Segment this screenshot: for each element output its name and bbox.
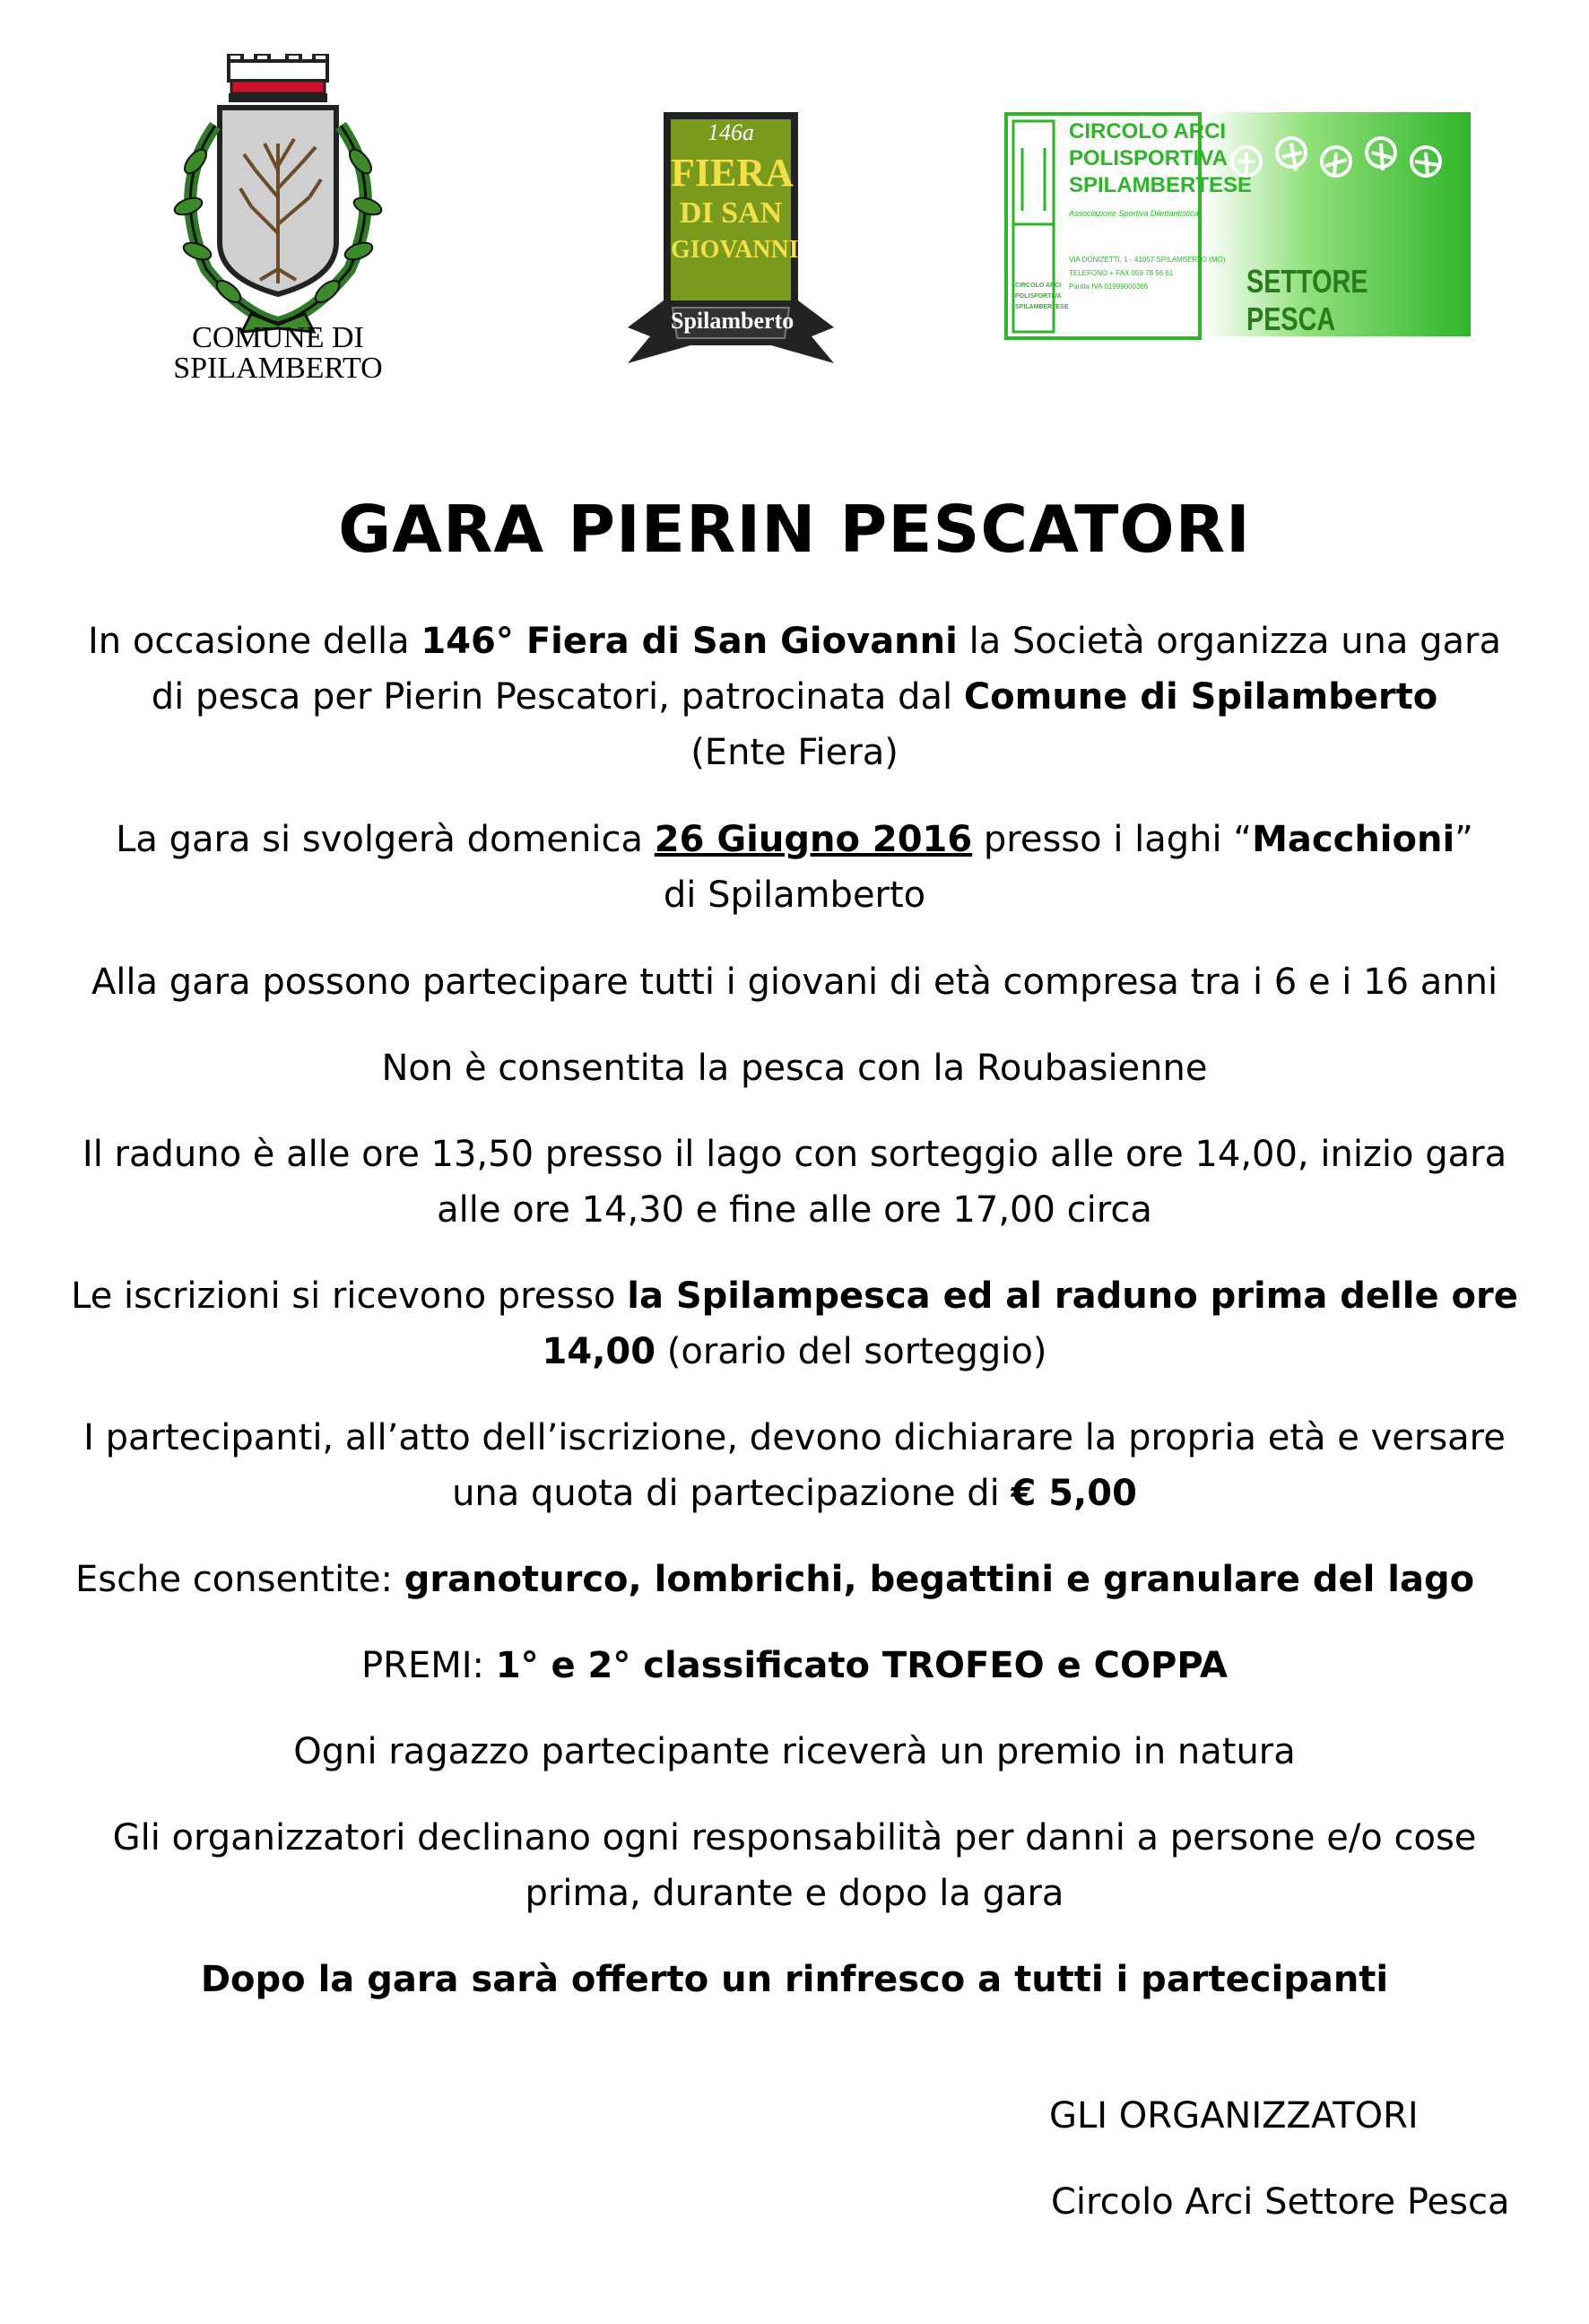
arci-side1: CIRCOLO ARCI <box>1015 283 1062 289</box>
fiera-line3: GIOVANNI <box>671 236 799 264</box>
signature-line2: Circolo Arci Settore Pesca <box>1051 2181 1510 2223</box>
signature-line1: GLI ORGANIZZATORI <box>1049 2095 1419 2137</box>
p2-line1: La gara si svolgerà domenica 26 Giugno 2016 presso i laghi “Macchioni” <box>116 819 1473 860</box>
fiera-line2: DI SAN <box>679 196 783 230</box>
fiera-logo <box>628 103 834 372</box>
arci-addr2: TELEFONO + FAX 059 78 56 61 <box>1069 269 1174 277</box>
arci-addr3: Partita IVA 01999000365 <box>1069 283 1149 291</box>
fiera-ribbon-text: Spilamberto <box>671 308 794 334</box>
p6-line2: 14,00 (orario del sorteggio) <box>542 1331 1047 1372</box>
p8: Esche consentite: granoturco, lombrichi, begattini e granulare del lago <box>75 1559 1475 1600</box>
p7-line1: I partecipanti, all’atto dell’iscrizione, devono dichiarare la propria età e versare <box>83 1417 1506 1458</box>
arci-name1: CIRCOLO ARCI <box>1069 119 1227 144</box>
p12: Dopo la gara sarà offerto un rinfresco a tutti i partecipanti <box>200 1959 1389 2000</box>
arci-side3: SPILAMBERTESE <box>1015 304 1069 310</box>
p2-line2: di Spilamberto <box>663 875 926 916</box>
coat-of-arms-icon <box>143 54 412 341</box>
fiera-number: 146a <box>708 119 754 145</box>
arci-name3: SPILAMBERTESE <box>1069 173 1253 197</box>
page-title: GARA PIERIN PESCATORI <box>338 492 1251 567</box>
p1-line3: (Ente Fiera) <box>690 732 899 773</box>
sport-figures-icon <box>1229 126 1462 206</box>
arci-name2: POLISPORTIVA <box>1069 146 1228 170</box>
p6-line1: Le iscrizioni si ricevono presso la Spilampesca ed al raduno prima delle ore <box>71 1275 1518 1317</box>
p4: Non è consentita la pesca con la Roubasienne <box>381 1048 1208 1089</box>
comune-caption-line2: SPILAMBERTO <box>173 352 383 385</box>
p1-line1: In occasione della 146° Fiera di San Giovanni la Società organizza una gara <box>88 621 1501 662</box>
comune-logo <box>143 54 412 395</box>
p5-line2: alle ore 14,30 e fine alle ore 17,00 circa <box>437 1189 1152 1231</box>
p1-line2: di pesca per Pierin Pescatori, patrocinata dal Comune di Spilamberto <box>151 676 1438 718</box>
p7-line2: una quota di partecipazione di € 5,00 <box>452 1473 1137 1514</box>
p9: PREMI: 1° e 2° classificato TROFEO e COPPA <box>361 1645 1228 1686</box>
fiera-line1: FIERA <box>671 151 794 195</box>
p10: Ogni ragazzo partecipante riceverà un premio in natura <box>293 1731 1296 1772</box>
p11-line1: Gli organizzatori declinano ogni responsabilità per danni a persone e/o cose <box>112 1817 1477 1858</box>
arci-sector: SETTORE PESCA <box>1246 263 1368 337</box>
p3: Alla gara possono partecipare tutti i giovani di età compresa tra i 6 e i 16 anni <box>91 962 1498 1003</box>
arci-logo <box>1004 112 1471 341</box>
p11-line2: prima, durante e dopo la gara <box>525 1873 1064 1914</box>
p5-line1: Il raduno è alle ore 13,50 presso il lago con sorteggio alle ore 14,00, inizio gara <box>82 1134 1507 1175</box>
arci-subtitle: Associazione Sportiva Dilettantistica <box>1069 209 1199 218</box>
arci-addr1: VIA DONIZETTI, 1 - 41057 SPILAMBERTO (MO) <box>1069 256 1226 264</box>
arci-side2: POLISPORTIVA <box>1015 293 1062 300</box>
comune-caption-line1: COMUNE DI <box>192 321 364 354</box>
